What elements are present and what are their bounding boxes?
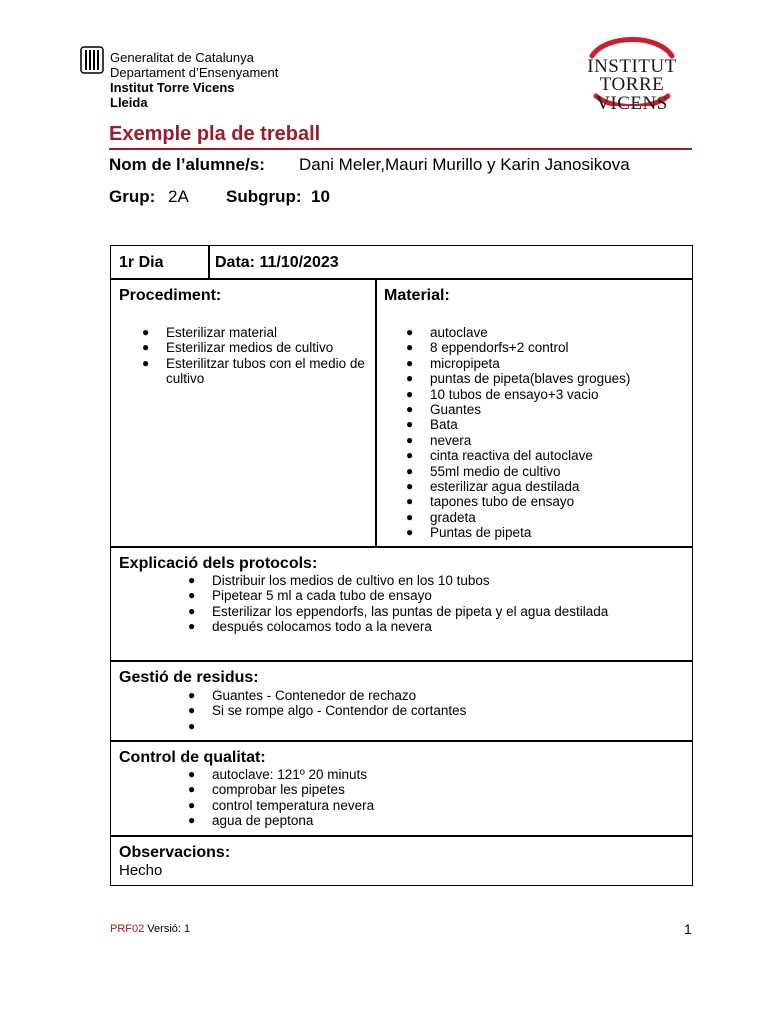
- list-item: ● puntas de pipeta(blaves grogues): [406, 371, 631, 387]
- bullet-icon: ●: [406, 340, 414, 355]
- organization-line: Generalitat de Catalunya: [110, 50, 254, 65]
- table-row-divider: [110, 740, 693, 742]
- observations-value: Hecho: [119, 862, 163, 879]
- bullet-icon: ●: [406, 463, 414, 478]
- list-item: ● Esterilizar los eppendorfs, las puntas de pipeta y el agua destilada: [188, 603, 609, 619]
- material-list: [406, 325, 686, 541]
- list-item: ● Si se rompe algo - Contendor de cortantes: [188, 703, 467, 719]
- procedure-heading: Procediment:: [119, 287, 222, 304]
- bullet-icon: ●: [142, 355, 150, 370]
- bullet-icon: ●: [188, 603, 196, 618]
- organization-block: [110, 50, 278, 110]
- bullet-icon: ●: [188, 688, 196, 702]
- list-item: ● 10 tubos de ensayo+3 vacio: [406, 386, 599, 402]
- bullet-icon: ●: [188, 573, 196, 587]
- material-heading: Material:: [384, 287, 450, 304]
- bullet-icon: ●: [406, 386, 414, 401]
- table-column-divider: [375, 278, 377, 547]
- list-item: ● Guantes: [406, 402, 482, 418]
- subgroup-label: Subgrup:: [226, 187, 302, 206]
- title-divider: [109, 148, 692, 150]
- student-label: Nom de l’alumne/s:: [109, 155, 265, 174]
- bullet-icon: ●: [406, 402, 414, 417]
- table-row-divider: [110, 835, 693, 837]
- bullet-icon: ●: [142, 325, 150, 339]
- quality-heading: Control de qualitat:: [119, 749, 266, 766]
- bullet-icon: ●: [406, 355, 414, 370]
- list-item: ● Pipetear 5 ml a cada tubo de ensayo: [188, 588, 432, 604]
- document-code: PRF02: [110, 923, 145, 935]
- bullet-icon: ●: [188, 619, 196, 634]
- list-item: ● Esterilitzar tubos con el medio de cultivo: [142, 355, 365, 387]
- table-column-divider: [208, 245, 210, 279]
- bullet-icon: ●: [406, 371, 414, 386]
- list-item: ● Guantes - Contenedor de rechazo: [188, 688, 417, 703]
- list-item: ● gradeta: [406, 509, 476, 525]
- bullet-icon: ●: [406, 525, 414, 540]
- list-item: ● Esterilizar medios de cultivo: [142, 340, 334, 356]
- table-row-divider: [110, 278, 693, 280]
- list-item: ● comprobar les pipetes: [188, 782, 345, 798]
- version-label: Versió: 1: [144, 923, 191, 935]
- list-item: ● después colocamos todo a la nevera: [188, 619, 432, 635]
- day-label: 1r Dia: [119, 254, 164, 271]
- list-item: ● control temperatura nevera: [188, 797, 375, 813]
- list-item: [188, 719, 683, 734]
- group-value: 2A: [168, 187, 189, 206]
- table-row-divider: [110, 660, 693, 662]
- school-name: Institut Torre Vicens: [110, 80, 235, 95]
- waste-heading: Gestió de residus:: [119, 669, 259, 686]
- institut-logo: [566, 30, 698, 114]
- list-item: ● 55ml medio de cultivo: [406, 463, 561, 479]
- observations-heading: Observacions:: [119, 844, 231, 861]
- list-item: ● Puntas de pipeta: [406, 525, 532, 541]
- bullet-icon: ●: [406, 509, 414, 524]
- logo-text-line: INSTITUT: [587, 56, 677, 77]
- list-item: ● autoclave: [406, 325, 488, 340]
- list-item: ● Distribuir los medios de cultivo en los 10 tubos: [188, 573, 490, 588]
- waste-list: [188, 688, 683, 734]
- bullet-icon: ●: [188, 588, 196, 603]
- bullet-icon: ●: [406, 325, 414, 339]
- quality-list: [188, 767, 683, 829]
- student-value: Dani Meler,Mauri Murillo y Karin Janosikova: [299, 155, 630, 174]
- bullet-icon: ●: [406, 448, 414, 463]
- list-item: ● nevera: [406, 432, 472, 448]
- list-item: ● autoclave: 121º 20 minuts: [188, 767, 368, 782]
- bullet-icon: ●: [406, 479, 414, 494]
- list-item: ● esterilizar agua destilada: [406, 479, 580, 495]
- bullet-icon: ●: [188, 703, 196, 718]
- list-item: ● Bata: [406, 417, 458, 433]
- logo-text-line: TORRE VICENS: [596, 74, 668, 114]
- protocols-list: [188, 573, 683, 635]
- list-item: ● Esterilizar material: [142, 325, 278, 340]
- subgroup-value: 10: [311, 187, 330, 206]
- table-row-divider: [110, 546, 693, 548]
- list-item: ● 8 eppendorfs+2 control: [406, 340, 569, 356]
- bullet-icon: ●: [142, 340, 150, 355]
- generalitat-logo-icon: [80, 46, 104, 74]
- date-label: Data: 11/10/2023: [215, 254, 339, 271]
- bullet-icon: ●: [188, 767, 196, 781]
- bullet-icon: ●: [406, 417, 414, 432]
- list-item: ● cinta reactiva del autoclave: [406, 448, 593, 464]
- school-city: Lleida: [110, 95, 148, 110]
- bullet-icon: ●: [188, 813, 196, 828]
- group-label: Grup:: [109, 187, 156, 206]
- list-item: ● agua de peptona: [188, 813, 314, 829]
- bullet-icon: ●: [188, 797, 196, 812]
- page-number: 1: [684, 921, 692, 937]
- bullet-icon: ●: [406, 432, 414, 447]
- bullet-icon: ●: [188, 782, 196, 797]
- list-item: ● tapones tubo de ensayo: [406, 494, 575, 510]
- protocols-heading: Explicació dels protocols:: [119, 555, 318, 572]
- organization-line: Departament d’Ensenyament: [110, 65, 279, 80]
- bullet-icon: ●: [188, 718, 196, 733]
- list-item: ● micropipeta: [406, 355, 500, 371]
- bullet-icon: ●: [406, 494, 414, 509]
- procedure-list: [142, 325, 367, 387]
- footer-version: [110, 923, 190, 935]
- document-title: Exemple pla de treball: [109, 123, 321, 145]
